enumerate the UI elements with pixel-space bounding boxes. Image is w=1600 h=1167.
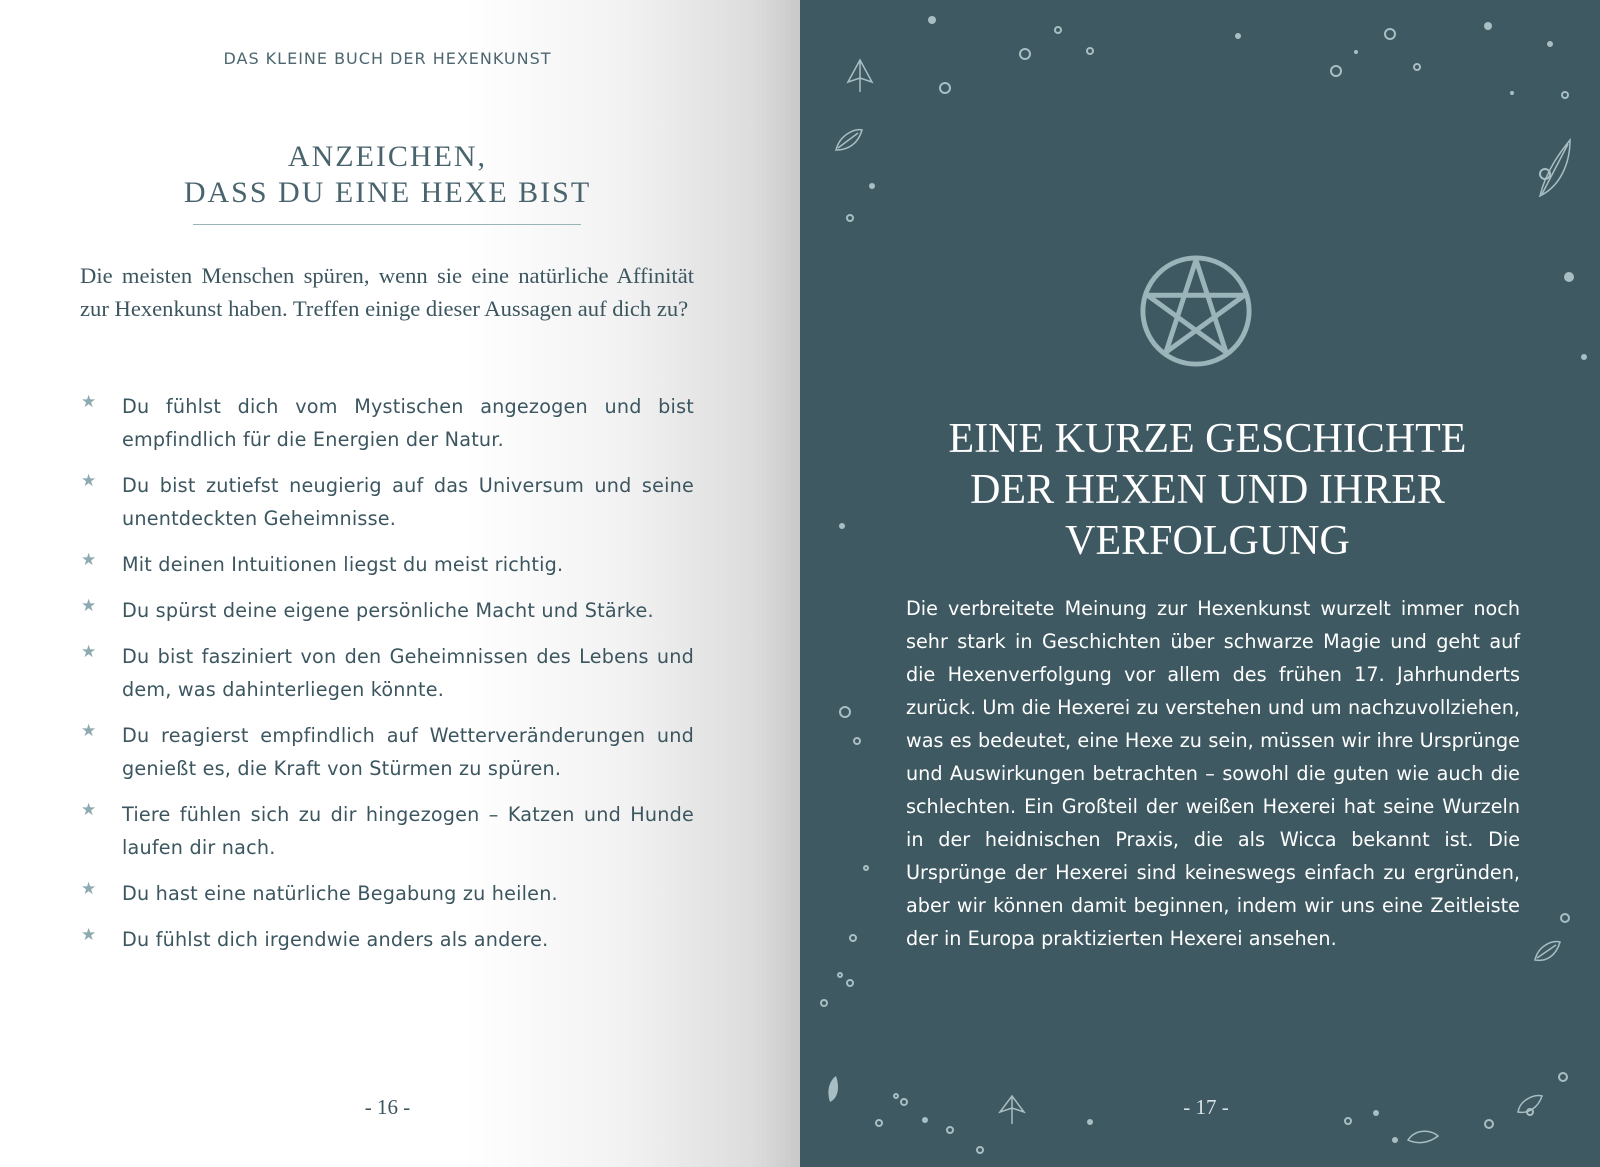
chapter-title: [880, 414, 1535, 567]
list-item: [80, 469, 694, 535]
list-item: [80, 640, 694, 706]
signs-list: [80, 390, 694, 969]
section-title-line-2: DASS DU EINE HEXE BIST: [183, 176, 592, 209]
intro-paragraph: Die meisten Menschen spüren, wenn sie eine natürliche Affinität zur Hexenkunst haben. Treffen einige dieser Aussagen auf dich zu?: [80, 263, 694, 321]
page-number-left: - 16 -: [364, 1095, 411, 1119]
scattered-leaves-decoration: [800, 0, 1600, 1167]
pentacle-icon: [1137, 252, 1255, 370]
star-bullet-icon: ★: [81, 392, 97, 412]
chapter-title-line-1: EINE KURZE GESCHICHTE: [948, 416, 1467, 462]
list-item: [80, 719, 694, 785]
title-underline: [193, 224, 581, 225]
star-bullet-icon: ★: [81, 471, 97, 491]
list-item: [80, 798, 694, 864]
running-header: DAS KLEINE BUCH DER HEXENKUNST: [223, 49, 552, 68]
chapter-body-text: Die verbreitete Meinung zur Hexenkunst wurzelt immer noch sehr stark in Geschichten über schwarze Magie und geht auf die Hexenverfolgung vor allem des frühen 17. Jahrhunderts zurück. Um die Hexerei zu verstehen und um nachzuvollziehen, was es bedeutet, eine Hexe zu sein, müssen wir ihre Ursprünge und Auswirkungen betrachten – sowohl die guten wie auch die schlechten. Ein Großteil der weißen Hexerei hat seine Wurzeln in der heidnischen Praxis, die als Wicca bekannt ist. Die Ursprünge der Hexerei sind keineswegs einfach zu ergründen, aber wir können damit beginnen, indem wir uns eine Zeitleiste der in Europa praktizierten Hexerei ansehen.: [906, 597, 1520, 950]
star-bullet-icon: ★: [81, 550, 97, 570]
list-item: [80, 548, 694, 581]
list-item-text: Du reagierst empfindlich auf Wetterveränderungen und genießt es, die Kraft von Stürmen zu spüren.: [122, 724, 694, 780]
list-item-text: Du hast eine natürliche Begabung zu heilen.: [122, 882, 558, 905]
star-bullet-icon: ★: [81, 925, 97, 945]
list-item: [80, 923, 694, 956]
star-bullet-icon: ★: [81, 642, 97, 662]
list-item-text: Tiere fühlen sich zu dir hingezogen – Katzen und Hunde laufen dir nach.: [122, 803, 694, 859]
section-title-line-1: ANZEICHEN,: [287, 140, 488, 173]
list-item-text: Du bist fasziniert von den Geheimnissen des Lebens und dem, was dahinterliegen könnte.: [122, 645, 694, 701]
list-item-text: Du spürst deine eigene persönliche Macht und Stärke.: [122, 599, 654, 622]
list-item: [80, 390, 694, 456]
list-item-text: Du fühlst dich irgendwie anders als andere.: [122, 928, 549, 951]
star-bullet-icon: ★: [81, 800, 97, 820]
list-item: [80, 594, 694, 627]
star-bullet-icon: ★: [81, 879, 97, 899]
star-bullet-icon: ★: [81, 721, 97, 741]
star-bullet-icon: ★: [81, 596, 97, 616]
chapter-title-line-2: DER HEXEN UND IHRER: [970, 467, 1445, 513]
right-page: [800, 0, 1600, 1167]
chapter-title-line-3: VERFOLGUNG: [1065, 518, 1350, 564]
list-item-text: Du fühlst dich vom Mystischen angezogen und bist empfindlich für die Energien der Natur.: [122, 395, 694, 451]
list-item-text: Du bist zutiefst neugierig auf das Universum und seine unentdeckten Geheimnisse.: [122, 474, 694, 530]
list-item-text: Mit deinen Intuitionen liegst du meist richtig.: [122, 553, 564, 576]
page-number-right: - 17 -: [1183, 1095, 1229, 1119]
list-item: [80, 877, 694, 910]
section-title: [0, 139, 775, 211]
